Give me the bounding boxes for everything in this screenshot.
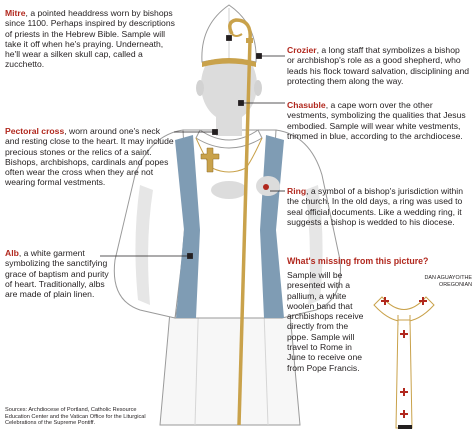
crozier-annotation <box>287 45 469 86</box>
ring-term: Ring <box>287 186 307 196</box>
chasuble-term: Chasuble <box>287 100 326 110</box>
alb-text: , a white garment symbolizing the sanctifying grace of baptism and purity of heart. Traditionally, albs are made of plain linen. <box>5 248 109 300</box>
ring-icon <box>263 184 269 190</box>
crozier-text: , a long staff that symbolizes a bishop or archbishop's role as a good shepherd, who leads his flock toward salvation, disciplining and protecting them along the way. <box>287 45 470 86</box>
crozier-term: Crozier <box>287 45 317 55</box>
chasuble-text: , a cape worn over the other vestments, symbolizing the qualities that Jesus embodied. Sample will wear white vestments, trimmed in blue, according to the archdiocese. <box>287 100 466 141</box>
ring-text: , a symbol of a bishop's jurisdiction within the church. In the old days, a ring was used to seal official documents. Like a wedding ring, it suggests a bishop is wedded to his diocese. <box>287 186 463 227</box>
sources: Sources: Archdiocese of Portland, Catholic Resource Education Center and the Vatican Office for the Liturgical Celebrations of the Supreme Pontiff. <box>5 407 146 427</box>
alb-annotation <box>5 248 111 299</box>
ring-annotation <box>287 186 469 227</box>
mitre-text: , a pointed headdress worn by bishops since 1100. Perhaps inspired by descriptions of priests in the Hebrew Bible. Sample will take it off when he's praying. Underneath, he'll wear a silken skull cap, called a zucchetto. <box>5 8 175 70</box>
pectoral-cross-annotation <box>5 126 175 188</box>
pallium-illustration <box>374 297 434 429</box>
missing-heading: What's missing from this picture? <box>287 256 429 266</box>
pectoral-cross-text: , worn around one's neck and resting close to the heart. It may include precious stones or the relics of a saint. Bishops, archbishops, cardinals and popes often wear the cross when they are not wearing formal vestments. <box>5 126 174 188</box>
mitre-term: Mitre <box>5 8 26 18</box>
alb-term: Alb <box>5 248 19 258</box>
mitre-annotation <box>5 8 175 70</box>
missing-text: Sample will be presented with a pallium, a white woolen band that archbishops receive directly from the pope. Sample will travel to Rome in June to receive one from Pope Francis. <box>287 270 364 373</box>
credit: DAN AGUAYO/THE OREGONIAN <box>424 275 472 288</box>
pectoral-cross-term: Pectoral cross <box>5 126 65 136</box>
chasuble-annotation <box>287 100 467 141</box>
